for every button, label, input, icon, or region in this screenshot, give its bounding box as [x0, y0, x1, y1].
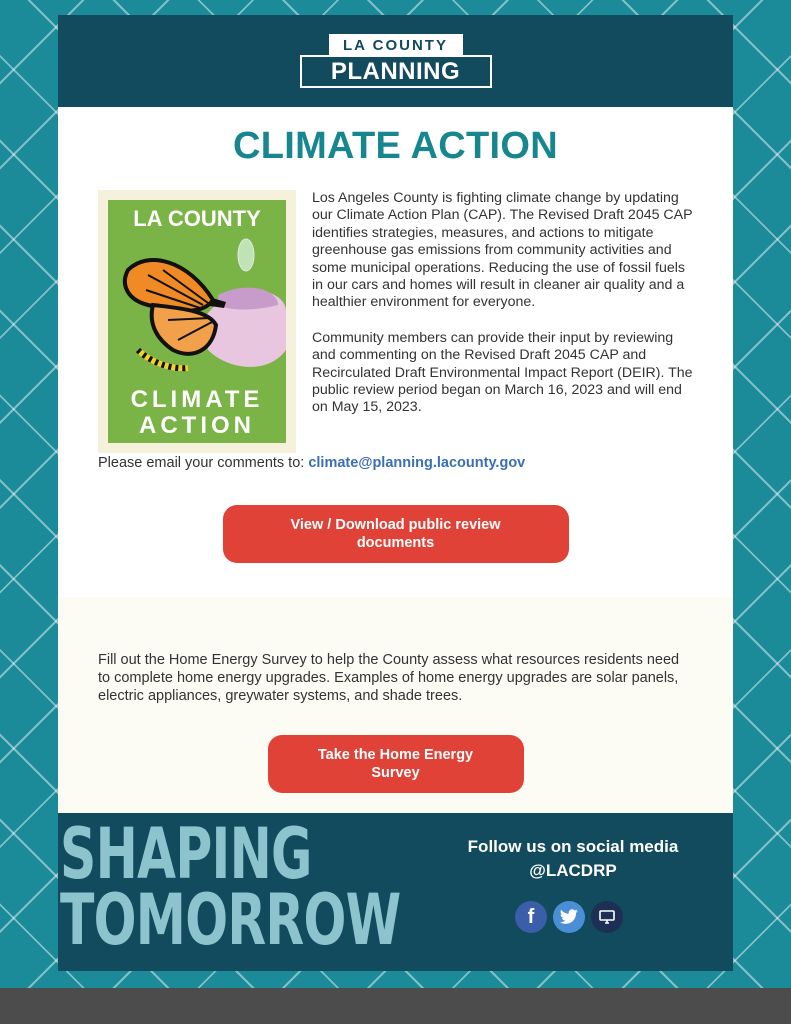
shaping-tomorrow-tagline	[60, 813, 401, 961]
newsletter-card	[58, 15, 733, 971]
la-county-planning-logo[interactable]	[300, 34, 492, 88]
intro-paragraph-1: Los Angeles County is fighting climate change by updating our Climate Action Plan (CAP). The Revised Draft 2045 CAP identifies strategies, measures, and actions to mitigate greenhouse gas emissions from community activities and some municipal operations. Reducing the use of fossil fuels in our cars and homes will result in cleaner air quality and a healthier environment for everyone.	[312, 190, 693, 311]
poster-action-text: ACTION	[139, 412, 255, 439]
header	[58, 15, 733, 107]
social-line-1: Follow us on social media	[467, 837, 679, 856]
survey-section	[58, 597, 733, 813]
intro-paragraph-2: Community members can provide their input by reviewing and commenting on the Revised Draft 2045 CAP and Recirculated Draft Environmental Impact Report (DEIR). The public review period began on March 16, 2023 and will end on May 15, 2023.	[312, 329, 693, 416]
tagline-line-1: SHAPING	[60, 813, 312, 895]
tagline-line-2: TOMORROW	[60, 879, 401, 961]
page-title: CLIMATE ACTION	[232, 125, 559, 167]
website-icon[interactable]	[591, 901, 623, 933]
social-media-text	[438, 835, 708, 883]
social-icons	[515, 901, 623, 933]
logo-top-text: LA COUNTY	[329, 34, 463, 56]
social-handle: @LACDRP	[529, 861, 617, 880]
logo-bottom-text: PLANNING	[300, 55, 492, 88]
footer	[58, 813, 733, 971]
poster-artwork	[108, 200, 286, 443]
poster-bottom-text	[108, 387, 286, 439]
poster-climate-text: CLIMATE	[130, 386, 264, 413]
email-line	[58, 455, 733, 471]
poster-top-text: LA COUNTY	[133, 206, 261, 231]
survey-text: Fill out the Home Energy Survey to help the County assess what resources residents need to complete home energy upgrades. Examples of home energy upgrades are solar panels, electric appliances, greywater systems, and shade trees.	[98, 652, 680, 704]
bottom-bar	[0, 988, 791, 1024]
email-link[interactable]: climate@planning.lacounty.gov	[308, 455, 526, 471]
climate-action-poster	[98, 190, 296, 453]
intro-text	[312, 190, 693, 453]
email-prefix: Please email your comments to:	[98, 455, 305, 471]
home-energy-survey-button[interactable]: Take the Home Energy Survey	[268, 735, 524, 793]
view-download-documents-button[interactable]: View / Download public review documents	[223, 505, 569, 563]
intro-section	[58, 190, 733, 453]
facebook-icon[interactable]: f	[515, 901, 547, 933]
twitter-icon[interactable]	[553, 901, 585, 933]
